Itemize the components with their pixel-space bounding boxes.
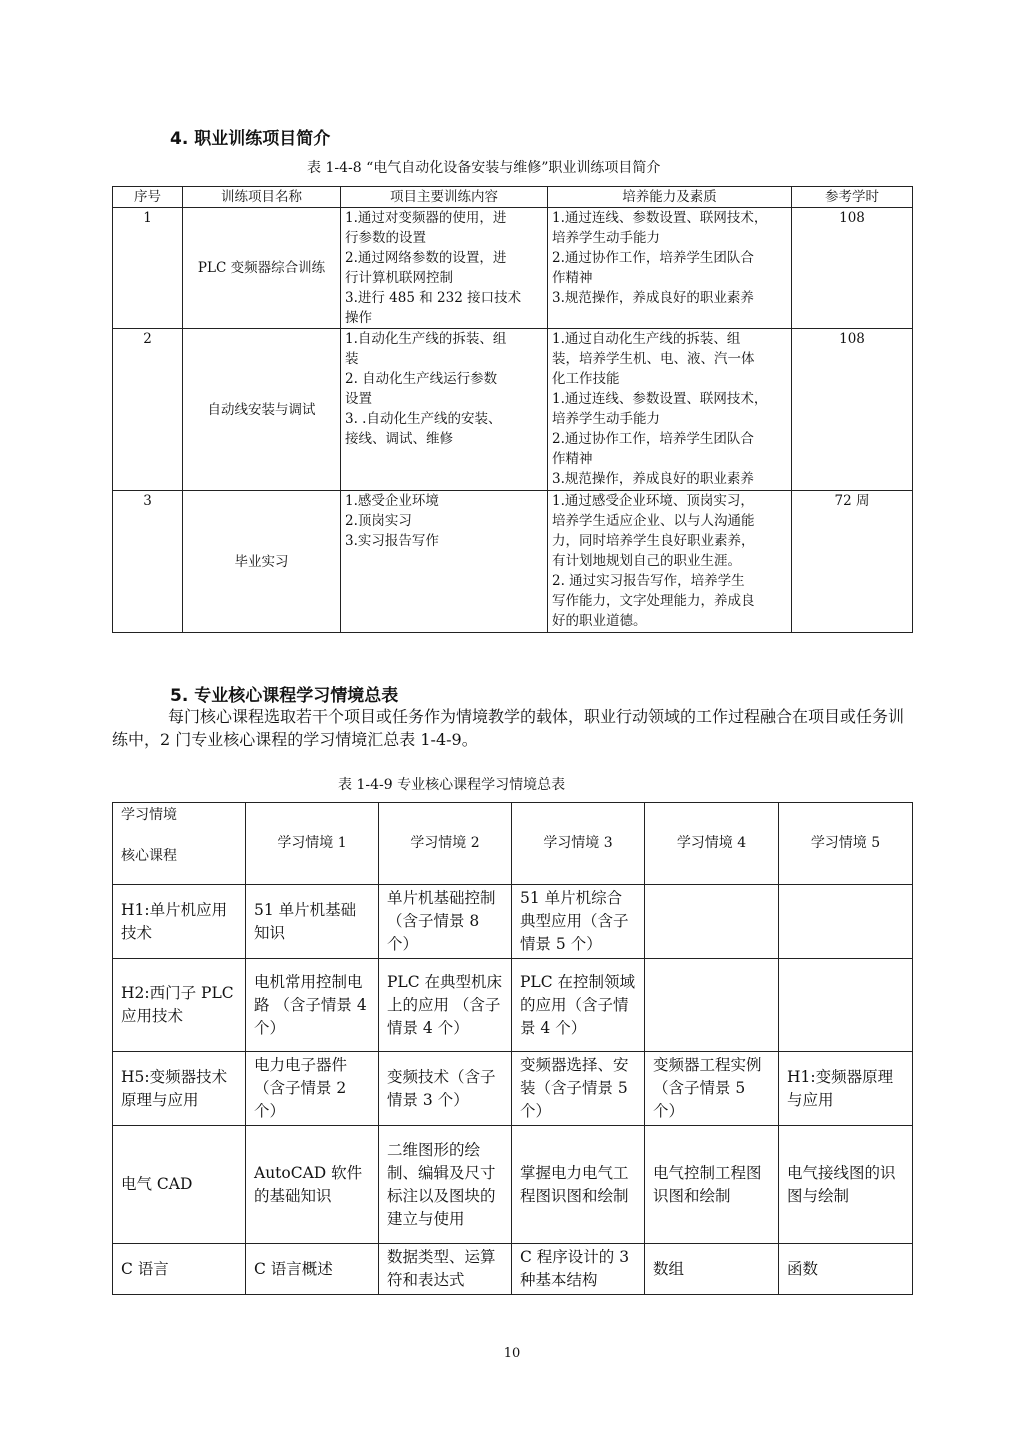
situation-cell: 电机常用控制电路 （含子情景 4 个） <box>246 959 379 1052</box>
course-name: H5:变频器技术原理与应用 <box>113 1052 246 1126</box>
content-line: 3.进行 485 和 232 接口技术 <box>345 290 522 306</box>
content-line: 2. 自动化生产线运行参数 <box>345 371 498 387</box>
row-number: 1 <box>113 208 183 329</box>
corner-bottom-label: 核心课程 <box>121 848 177 864</box>
row-number: 2 <box>113 329 183 491</box>
ability-line: 1.通过连线、参数设置、联网技术， <box>552 391 768 407</box>
situation-cell <box>645 959 779 1052</box>
header-cell: 序号 <box>113 187 183 208</box>
ability-line: 1.通过感受企业环境、顶岗实习， <box>552 493 754 509</box>
header-cell: 项目主要训练内容 <box>341 187 548 208</box>
reference-hours: 108 <box>792 208 913 329</box>
ability-line: 装，培养学生机、电、液、汽一体 <box>552 351 755 367</box>
situation-cell: 电力电子器件（含子情景 2 个） <box>246 1052 379 1126</box>
content-line: 2.顶岗实习 <box>345 513 412 529</box>
ability-line: 3.规范操作，养成良好的职业素养 <box>552 290 754 306</box>
ability-content <box>548 491 792 633</box>
header-cell: 学习情境 2 <box>379 803 512 885</box>
ability-line: 培养学生动手能力 <box>552 230 660 246</box>
situation-cell: 变频器选择、安装（含子情景 5 个） <box>512 1052 645 1126</box>
ability-content <box>548 329 792 491</box>
ability-line: 化工作技能 <box>552 371 620 387</box>
table-row <box>113 1126 913 1244</box>
content-line: 设置 <box>345 391 372 407</box>
situation-cell: PLC 在控制领域的应用（含子情景 4 个） <box>512 959 645 1052</box>
corner-top-label: 学习情境 <box>121 807 177 823</box>
situation-cell <box>645 885 779 959</box>
situation-cell: H1:变频器原理与应用 <box>779 1052 913 1126</box>
learning-situations-table <box>112 802 913 1295</box>
content-line: 行计算机联网控制 <box>345 270 453 286</box>
ability-line: 培养学生适应企业、以与人沟通能 <box>552 513 755 529</box>
reference-hours: 72 周 <box>792 491 913 633</box>
header-cell: 学习情境 1 <box>246 803 379 885</box>
ability-line: 好的职业道德。 <box>552 613 647 629</box>
content-line: 1.感受企业环境 <box>345 493 439 509</box>
content-line: 装 <box>345 351 359 367</box>
table-row <box>113 329 913 491</box>
situation-cell: 二维图形的绘制、编辑及尺寸标注以及图块的建立与使用 <box>379 1126 512 1244</box>
situation-cell: 变频器工程实例（含子情景 5 个） <box>645 1052 779 1126</box>
situation-cell: 变频技术（含子情景 3 个） <box>379 1052 512 1126</box>
situation-cell: 51 单片机综合典型应用（含子情景 5 个） <box>512 885 645 959</box>
situation-cell: AutoCAD 软件的基础知识 <box>246 1126 379 1244</box>
situation-cell <box>779 959 913 1052</box>
situation-cell: 掌握电力电气工程图识图和绘制 <box>512 1126 645 1244</box>
ability-line: 2.通过协作工作，培养学生团队合 <box>552 431 754 447</box>
ability-line: 力，同时培养学生良好职业素养， <box>552 533 755 549</box>
content-line: 行参数的设置 <box>345 230 426 246</box>
ability-line: 作精神 <box>552 270 593 286</box>
situation-cell: 数组 <box>645 1244 779 1295</box>
situation-cell: PLC 在典型机床上的应用 （含子情景 4 个） <box>379 959 512 1052</box>
training-content <box>341 329 548 491</box>
section-4-heading: 4. 职业训练项目简介 <box>170 129 331 149</box>
table-row <box>113 1052 913 1126</box>
content-line: 1.自动化生产线的拆装、组 <box>345 331 507 347</box>
table-row <box>113 1244 913 1295</box>
course-name: H1:单片机应用技术 <box>113 885 246 959</box>
ability-line: 1.通过自动化生产线的拆装、组 <box>552 331 741 347</box>
table-row <box>113 208 913 329</box>
header-cell: 训练项目名称 <box>183 187 341 208</box>
situation-cell <box>779 885 913 959</box>
ability-line: 1.通过连线、参数设置、联网技术， <box>552 210 768 226</box>
ability-content <box>548 208 792 329</box>
page-number: 10 <box>503 1346 521 1361</box>
ability-line: 写作能力，文字处理能力，养成良 <box>552 593 755 609</box>
course-name: H2:西门子 PLC 应用技术 <box>113 959 246 1052</box>
table-row <box>113 491 913 633</box>
project-name: 自动线安装与调试 <box>183 329 341 491</box>
header-cell: 学习情境 4 <box>645 803 779 885</box>
row-number: 3 <box>113 491 183 633</box>
content-line: 接线、调试、维修 <box>345 431 453 447</box>
situation-cell: C 语言概述 <box>246 1244 379 1295</box>
situation-cell: 电气控制工程图识图和绘制 <box>645 1126 779 1244</box>
header-cell: 学习情境 5 <box>779 803 913 885</box>
situation-cell: 电气接线图的识图与绘制 <box>779 1126 913 1244</box>
ability-line: 2. 通过实习报告写作，培养学生 <box>552 573 745 589</box>
ability-line: 作精神 <box>552 451 593 467</box>
table-row <box>113 885 913 959</box>
situation-cell: 数据类型、运算符和表达式 <box>379 1244 512 1295</box>
table-header-row <box>113 187 913 208</box>
course-name: 电气 CAD <box>113 1126 246 1244</box>
training-projects-table <box>112 186 913 633</box>
content-line: 1.通过对变频器的使用，进 <box>345 210 507 226</box>
section-5-heading: 5. 专业核心课程学习情境总表 <box>170 686 399 706</box>
table-1-4-8-caption: 表 1-4-8 “电气自动化设备安装与维修”职业训练项目简介 <box>307 160 661 176</box>
content-line: 3. .自动化生产线的安装、 <box>345 411 502 427</box>
header-cell: 参考学时 <box>792 187 913 208</box>
training-content <box>341 491 548 633</box>
content-line: 2.通过网络参数的设置，进 <box>345 250 507 266</box>
section-5-paragraph: 每门核心课程选取若干个项目或任务作为情境教学的载体，职业行动领域的工作过程融合在项目或任务训练中，2 门专业核心课程的学习情境汇总表 1-4-9。 <box>112 707 905 749</box>
reference-hours: 108 <box>792 329 913 491</box>
ability-line: 培养学生动手能力 <box>552 411 660 427</box>
training-content <box>341 208 548 329</box>
situation-cell: 单片机基础控制（含子情景 8 个） <box>379 885 512 959</box>
header-cell: 培养能力及素质 <box>548 187 792 208</box>
ability-line: 3.规范操作，养成良好的职业素养 <box>552 471 754 487</box>
table-row <box>113 959 913 1052</box>
ability-line: 2.通过协作工作，培养学生团队合 <box>552 250 754 266</box>
situation-cell: 51 单片机基础知识 <box>246 885 379 959</box>
situation-cell: C 程序设计的 3 种基本结构 <box>512 1244 645 1295</box>
table-1-4-9-caption: 表 1-4-9 专业核心课程学习情境总表 <box>338 777 566 793</box>
content-line: 3.实习报告写作 <box>345 533 439 549</box>
ability-line: 有计划地规划自己的职业生涯。 <box>552 553 741 569</box>
situation-cell: 函数 <box>779 1244 913 1295</box>
corner-header-cell <box>113 803 246 885</box>
content-line: 操作 <box>345 310 372 326</box>
table-header-row <box>113 803 913 885</box>
header-cell: 学习情境 3 <box>512 803 645 885</box>
project-name: 毕业实习 <box>183 491 341 633</box>
course-name: C 语言 <box>113 1244 246 1295</box>
project-name: PLC 变频器综合训练 <box>183 208 341 329</box>
